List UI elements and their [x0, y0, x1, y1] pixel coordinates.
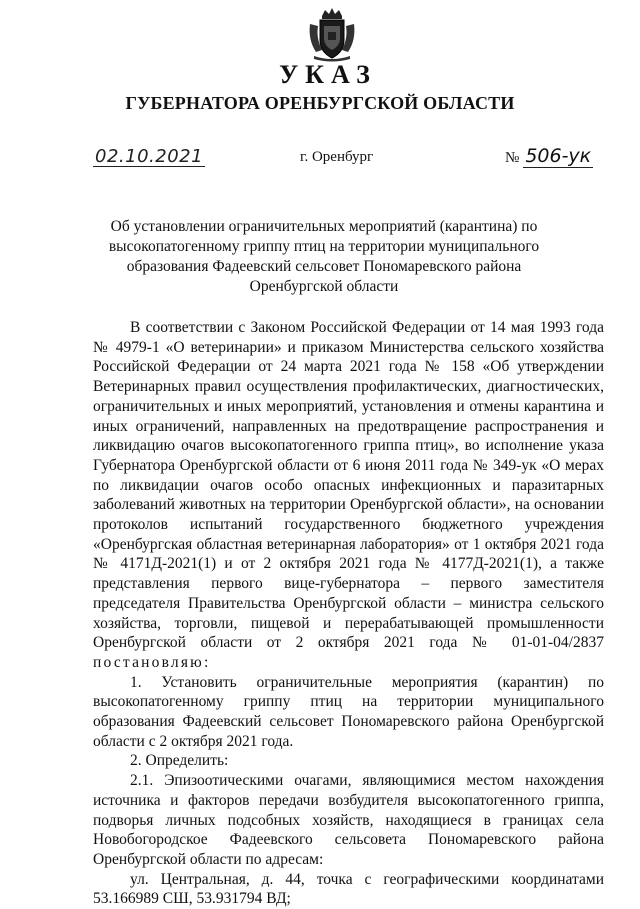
address-1: ул. Центральная, д. 44, точка с географическими координатами 53.166989 СШ, 53.931794 ВД;: [93, 870, 604, 908]
number-value: 506-ук: [525, 145, 592, 167]
preamble-paragraph: [93, 318, 604, 673]
document-body: [93, 318, 604, 909]
preamble-text: В соответствии с Законом Российской Федерации от 14 мая 1993 года № 4979-1 «О ветеринарии» и приказом Министерства сельского хозяйства Российской Федерации от 24 марта 2021 года № 158 «Об утверждении Ветеринарных правил осуществления профилактических, диагностических, ограничительных и иных мероприятий, установления и отмены карантина и иных ограничений, направленных на предотвращение распространения и ликвидацию очагов высокопатогенного гриппа птиц», во исполнение указа Губернатора Оренбургской области от 6 июня 2011 года № 349-ук «О мерах по ликвидации очагов особо опасных инфекционных и паразитарных заболеваний животных на территории Оренбургской области», на основании протоколов испытаний государственного бюджетного учреждения «Оренбургская областная ветеринарная лаборатория» от 1 октября 2021 года № 4171Д-2021(1) и от 2 октября 2021 года № 4177Д-2021(1), а также представления первого вице-губернатора – первого заместителя председателя Правительства Оренбургской области – министра сельского хозяйства, торговли, пищевой и перерабатывающей промышленности Оренбургской области от 2 октября 2021 года № 01-01-04/2837: [93, 319, 604, 652]
decree-word: постановляю:: [93, 653, 211, 671]
document-subtitle: ГУБЕРНАТОРА ОРЕНБУРГСКОЙ ОБЛАСТИ: [125, 93, 515, 113]
item-2: 2. Определить:: [130, 752, 229, 770]
number-prefix: №: [505, 150, 520, 166]
document-city: г. Оренбург: [300, 149, 374, 165]
document-subject: Об установлении ограничительных мероприятий (карантина) по высокопатогенному гриппу птиц на территории муниципального образования Фадеевский сельсовет Пономаревского района Оренбургской области: [108, 218, 540, 295]
item-1: 1. Установить ограничительные мероприятия (карантин) по высокопатогенному гриппу птиц на территории муниципального образования Фадеевский сельсовет Пономаревского района Оренбургской области с 2 октября 2021 года.: [93, 673, 604, 750]
document-date: 02.10.2021: [95, 146, 204, 167]
coat-of-arms-icon: [306, 6, 358, 62]
document-number: [505, 145, 593, 167]
document-title: УКАЗ: [279, 60, 377, 89]
item-2-1: 2.1. Эпизоотическими очагами, являющимися местом нахождения источника и факторов передачи возбудителя высокопатогенного гриппа, подворья личных подсобных хозяйств, находящиеся в границах села Новобогородское Фадеевского сельсовета Пономаревского района Оренбургской области по адресам:: [93, 772, 604, 868]
